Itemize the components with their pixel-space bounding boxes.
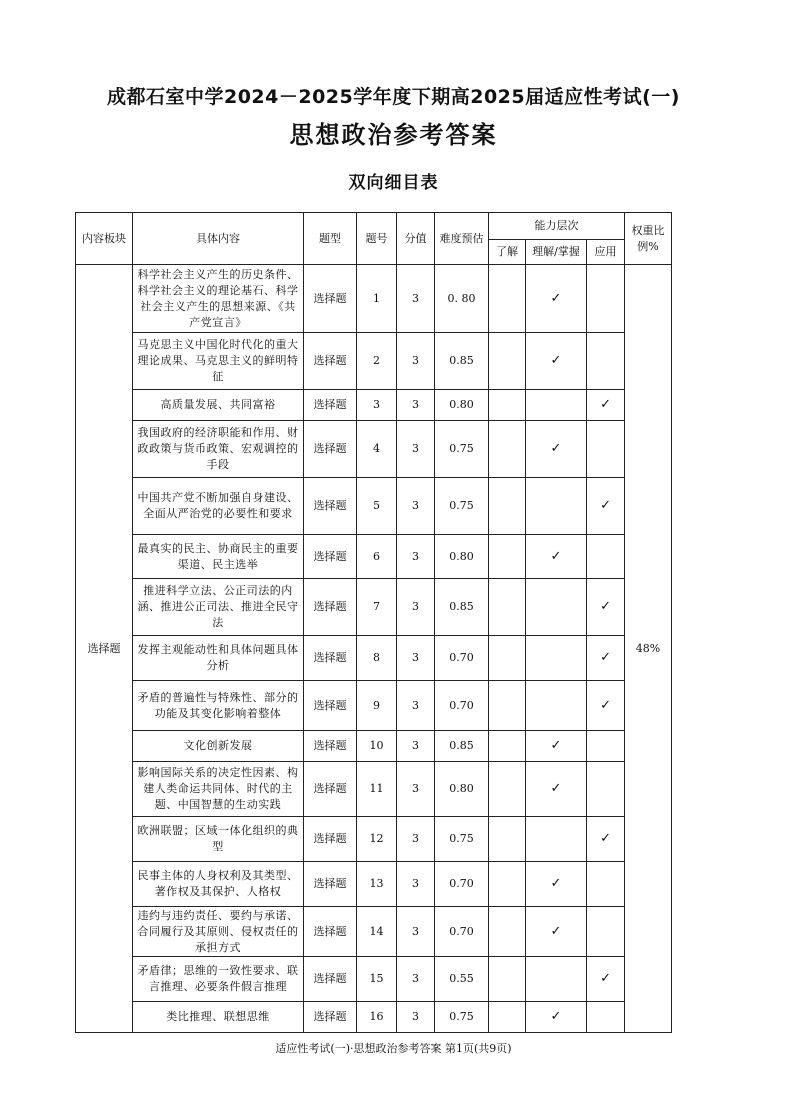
difficulty-cell: 0.75 [435,421,489,478]
level-understand-cell [489,390,526,421]
content-cell: 民事主体的人身权利及其类型、著作权及其保护、人格权 [133,862,304,907]
difficulty-cell: 0.85 [435,333,489,390]
type-cell: 选择题 [304,762,357,817]
check-icon: ✓ [600,397,611,412]
difficulty-cell: 0.85 [435,579,489,636]
level-comprehend-cell [526,478,587,535]
level-understand-cell [489,907,526,957]
level-comprehend-cell [526,731,587,762]
number-cell: 8 [357,636,397,681]
page-footer: 适应性考试(一)·思想政治参考答案 第1页(共9页) [275,1042,512,1055]
score-cell: 3 [397,333,435,390]
level-apply-cell [587,535,625,579]
difficulty-cell: 0.70 [435,636,489,681]
type-cell: 选择题 [304,390,357,421]
table-body [76,265,672,1033]
level-understand-cell [489,817,526,862]
check-icon: ✓ [550,441,562,456]
content-cell: 发挥主观能动性和具体问题具体分析 [133,636,304,681]
header-content: 具体内容 [133,213,304,265]
level-apply-cell [587,907,625,957]
score-cell: 3 [397,907,435,957]
check-icon: ✓ [600,697,611,713]
level-apply-cell [587,681,625,731]
level-apply-cell [587,862,625,907]
level-comprehend-cell [526,333,587,390]
table-row [76,265,672,333]
content-cell: 违约与违约责任、要约与承诺、合同履行及其原则、侵权责任的承担方式 [133,907,304,957]
score-cell: 3 [397,681,435,731]
score-cell: 3 [397,1002,435,1033]
header-module: 内容板块 [76,213,133,265]
header-weight: 权重比例% [625,213,672,265]
document-title: 成都石室中学2024－2025学年度下期高2025届适应性考试(一) [106,86,680,108]
check-icon: ✓ [600,599,611,614]
level-apply-cell [587,421,625,478]
number-cell: 6 [357,535,397,579]
level-apply-cell [587,265,625,333]
type-cell: 选择题 [304,817,357,862]
level-comprehend-cell [526,265,587,333]
difficulty-cell: 0.70 [435,681,489,731]
check-icon: ✓ [550,548,562,564]
level-understand-cell [489,731,526,762]
table-row [76,1002,672,1033]
type-cell: 选择题 [304,265,357,333]
number-cell: 10 [357,731,397,762]
content-cell: 高质量发展、共同富裕 [133,390,304,421]
check-icon: ✓ [600,650,611,665]
content-cell: 类比推理、联想思维 [133,1002,304,1033]
difficulty-cell: 0.80 [435,390,489,421]
table-row [76,535,672,579]
level-understand-cell [489,862,526,907]
number-cell: 13 [357,862,397,907]
header-ability: 能力层次 [489,213,625,240]
level-understand-cell [489,1002,526,1033]
score-cell: 3 [397,535,435,579]
number-cell: 2 [357,333,397,390]
number-cell: 5 [357,478,397,535]
difficulty-cell: 0. 80 [435,265,489,333]
number-cell: 16 [357,1002,397,1033]
content-cell: 最真实的民主、协商民主的重要渠道、民主选举 [133,535,304,579]
type-cell: 选择题 [304,731,357,762]
type-cell: 选择题 [304,1002,357,1033]
score-cell: 3 [397,421,435,478]
check-icon: ✓ [550,923,562,939]
score-cell: 3 [397,390,435,421]
score-cell: 3 [397,579,435,636]
header-apply: 应用 [587,240,625,265]
level-comprehend-cell [526,681,587,731]
level-apply-cell [587,478,625,535]
difficulty-cell: 0.70 [435,907,489,957]
content-cell: 科学社会主义产生的历史条件、科学社会主义的理论基石、科学社会主义产生的思想来源、《共产党宣言》 [133,265,304,333]
level-apply-cell [587,817,625,862]
type-cell: 选择题 [304,907,357,957]
content-cell: 我国政府的经济职能和作用、财政政策与货币政策、宏观调控的手段 [133,421,304,478]
type-cell: 选择题 [304,535,357,579]
level-comprehend-cell [526,862,587,907]
score-cell: 3 [397,817,435,862]
check-icon: ✓ [550,353,562,368]
level-apply-cell [587,579,625,636]
type-cell: 选择题 [304,421,357,478]
level-understand-cell [489,636,526,681]
type-cell: 选择题 [304,579,357,636]
level-understand-cell [489,579,526,636]
level-understand-cell [489,762,526,817]
header-number: 题号 [357,213,397,265]
level-comprehend-cell [526,421,587,478]
score-cell: 3 [397,862,435,907]
content-cell: 文化创新发展 [133,731,304,762]
header-understand: 了解 [489,240,526,265]
table-row [76,957,672,1002]
difficulty-cell: 0.80 [435,762,489,817]
level-apply-cell [587,390,625,421]
difficulty-cell: 0.75 [435,1002,489,1033]
check-icon: ✓ [600,831,611,846]
number-cell: 7 [357,579,397,636]
level-comprehend-cell [526,817,587,862]
difficulty-cell: 0.70 [435,862,489,907]
level-understand-cell [489,681,526,731]
header-comprehend: 理解/掌握 [526,240,587,265]
content-cell: 矛盾律；思维的一致性要求、联言推理、必要条件假言推理 [133,957,304,1002]
weight-cell: 48% [625,265,672,1033]
level-comprehend-cell [526,636,587,681]
level-comprehend-cell [526,957,587,1002]
level-comprehend-cell [526,390,587,421]
level-understand-cell [489,265,526,333]
check-icon: ✓ [600,498,611,513]
number-cell: 15 [357,957,397,1002]
check-icon: ✓ [600,971,611,986]
header-type: 题型 [304,213,357,265]
check-icon: ✓ [550,290,562,306]
table-row [76,731,672,762]
level-understand-cell [489,333,526,390]
table-row [76,862,672,907]
table-title: 双向细目表 [348,173,439,193]
table-row [76,907,672,957]
table-row [76,579,672,636]
number-cell: 3 [357,390,397,421]
header-score: 分值 [397,213,435,265]
level-comprehend-cell [526,579,587,636]
level-understand-cell [489,421,526,478]
table-row [76,681,672,731]
content-cell: 欧洲联盟；区域一体化组织的典型 [133,817,304,862]
level-comprehend-cell [526,762,587,817]
level-apply-cell [587,1002,625,1033]
score-cell: 3 [397,478,435,535]
score-cell: 3 [397,731,435,762]
table-row [76,817,672,862]
table-row [76,333,672,390]
level-understand-cell [489,478,526,535]
check-icon: ✓ [550,1009,562,1024]
content-cell: 矛盾的普遍性与特殊性、部分的功能及其变化影响着整体 [133,681,304,731]
table-row [76,390,672,421]
table-row [76,478,672,535]
check-icon: ✓ [550,781,562,796]
level-apply-cell [587,762,625,817]
level-apply-cell [587,957,625,1002]
level-apply-cell [587,636,625,681]
level-apply-cell [587,731,625,762]
table-row [76,421,672,478]
level-understand-cell [489,535,526,579]
content-cell: 中国共产党不断加强自身建设、全面从严治党的必要性和要求 [133,478,304,535]
difficulty-cell: 0.75 [435,817,489,862]
table-row [76,762,672,817]
type-cell: 选择题 [304,862,357,907]
type-cell: 选择题 [304,957,357,1002]
difficulty-cell: 0.85 [435,731,489,762]
table-row [76,636,672,681]
number-cell: 12 [357,817,397,862]
header-difficulty: 难度预估 [435,213,489,265]
score-cell: 3 [397,265,435,333]
type-cell: 选择题 [304,681,357,731]
type-cell: 选择题 [304,333,357,390]
type-cell: 选择题 [304,636,357,681]
number-cell: 14 [357,907,397,957]
type-cell: 选择题 [304,478,357,535]
level-understand-cell [489,957,526,1002]
score-cell: 3 [397,957,435,1002]
check-icon: ✓ [550,876,562,891]
difficulty-cell: 0.55 [435,957,489,1002]
content-cell: 马克思主义中国化时代化的重大理论成果、马克思主义的鲜明特征 [133,333,304,390]
score-cell: 3 [397,636,435,681]
number-cell: 11 [357,762,397,817]
number-cell: 1 [357,265,397,333]
document-subtitle: 思想政治参考答案 [289,121,498,149]
difficulty-cell: 0.80 [435,535,489,579]
level-comprehend-cell [526,907,587,957]
number-cell: 9 [357,681,397,731]
content-cell: 推进科学立法、公正司法的内涵、推进公正司法、推进全民守法 [133,579,304,636]
level-apply-cell [587,333,625,390]
module-cell: 选择题 [76,265,133,1033]
level-comprehend-cell [526,535,587,579]
specification-table [75,212,672,1033]
content-cell: 影响国际关系的决定性因素、构建人类命运共同体、时代的主题、中国智慧的生动实践 [133,762,304,817]
check-icon: ✓ [550,738,562,753]
number-cell: 4 [357,421,397,478]
level-comprehend-cell [526,1002,587,1033]
score-cell: 3 [397,762,435,817]
difficulty-cell: 0.75 [435,478,489,535]
